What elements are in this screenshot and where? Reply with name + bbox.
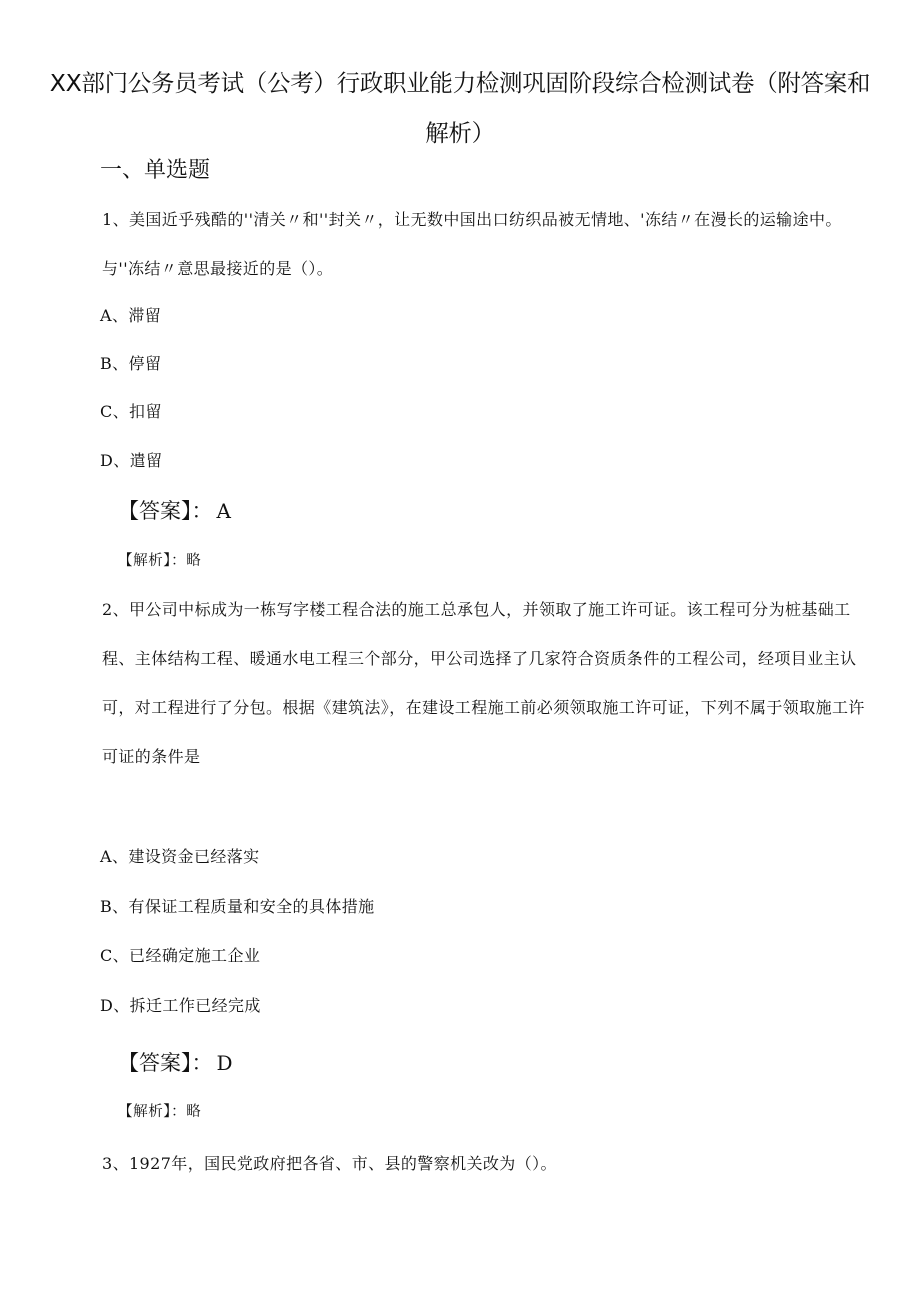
question-1-option-b: B、停留 — [100, 354, 162, 373]
question-1-answer — [118, 495, 231, 527]
question-2-option-d: D、拆迁工作已经完成 — [100, 996, 261, 1015]
document-title: XX部门公务员考试（公考）行政职业能力检测巩固阶段综合检测试卷（附答案和解析） — [49, 69, 871, 147]
question-1-analysis: 【解析】：略 — [118, 553, 202, 569]
answer-value: D — [216, 1051, 233, 1075]
question-1-option-c: C、扣留 — [100, 402, 162, 421]
question-3-stem: 3、1927年，国民党政府把各省、市、县的警察机关改为（）。 — [102, 1154, 557, 1173]
answer-label: 【答案】： — [118, 1051, 213, 1075]
section-heading: 一、单选题 — [100, 158, 211, 183]
answer-value: A — [216, 499, 231, 523]
question-2-answer — [118, 1047, 233, 1079]
question-2-analysis: 【解析】：略 — [118, 1104, 202, 1120]
question-2-option-a: A、建设资金已经落实 — [100, 847, 260, 866]
question-1-option-a: A、滞留 — [100, 306, 162, 325]
question-2-stem: 2、甲公司中标成为一栋写字楼工程合法的施工总承包人，并领取了施工许可证。该工程可分为桩基础工程、主体结构工程、暖通水电工程三个部分，甲公司选择了几家符合资质条件的工程公司，经项目业主认可，对工程进行了分包。根据《建筑法》，在建设工程施工前必须领取施工许可证，下列不属于领取施工许可证的条件是 — [102, 600, 865, 766]
answer-label: 【答案】： — [118, 499, 213, 523]
question-2-option-c: C、已经确定施工企业 — [100, 946, 261, 965]
question-1-option-d: D、遣留 — [100, 451, 163, 470]
question-2-option-b: B、有保证工程质量和安全的具体措施 — [100, 897, 375, 916]
question-1-stem: 1、美国近乎残酷的''清关〃和''封关〃，让无数中国出口纺织品被无情地、'冻结〃在漫长的运输途中。与''冻结〃意思最接近的是（）。 — [102, 210, 842, 278]
